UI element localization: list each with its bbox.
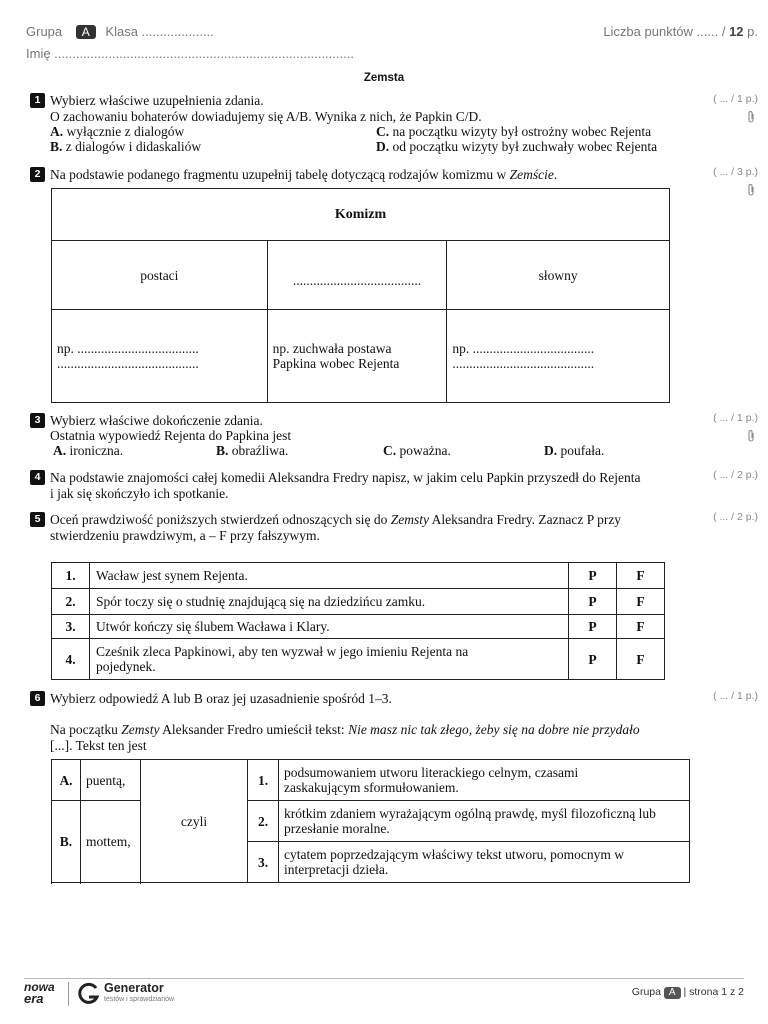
page-title: Zemsta xyxy=(363,72,405,84)
page-footer: Grupa A | strona 1 z 2 xyxy=(631,986,744,998)
q4-instruction-cont: i jak się skończyło ich spotkanie. xyxy=(50,486,229,501)
paperclip-icon xyxy=(746,429,756,443)
points-total xyxy=(603,24,758,39)
true-option[interactable]: P xyxy=(569,615,617,639)
q1-sentence: O zachowaniu bohaterów dowiadujemy się A/B. Wynika z nich, że Papkin C/D. xyxy=(50,109,482,124)
points-label: Liczba punktów ...... / xyxy=(603,24,726,39)
name-field: Imię ................................................................................... xyxy=(26,46,354,61)
paperclip-icon xyxy=(746,183,756,197)
column-header: postaci xyxy=(52,241,268,310)
question-points: ( ... / 2 p.) xyxy=(713,469,758,481)
true-option[interactable]: P xyxy=(569,639,617,680)
q1-option-d: D. od początku wizyty był zuchwały wobec Rejenta xyxy=(376,139,658,154)
table-row: 3. Utwór kończy się ślubem Wacława i Klary. P F xyxy=(52,615,665,639)
justification-3[interactable]: 3. xyxy=(248,842,279,883)
comedy-table xyxy=(51,188,670,403)
points-unit: p. xyxy=(747,24,758,39)
q5-instruction: Oceń prawdziwość poniższych stwierdzeń odnoszących się do Zemsty Aleksandra Fredry. Zaznacz P przy xyxy=(50,512,622,527)
q3-option-c[interactable]: C. poważna. xyxy=(383,443,451,458)
false-option[interactable]: F xyxy=(617,563,665,589)
answer-justification-table: A. puentą, czyli 1. podsumowaniem utworu literackiego celnym, czasami zaskakującym sformułowaniem. B. mottem, 2. krótkim zdaniem wyrażającym ogólną prawdę, myśl filozoficzną lub przesłanie moralne. 3. cytatem poprzedzającym właściwy tekst utworu, pomocnym w interpretacji dzieła. xyxy=(51,759,690,883)
q1-instruction: Wybierz właściwe uzupełnienia zdania. xyxy=(50,93,264,108)
question-points: ( ... / 2 p.) xyxy=(713,511,758,523)
question-number: 5 xyxy=(30,512,45,527)
q3-option-d[interactable]: D. poufała. xyxy=(544,443,605,458)
answer-cell[interactable]: np. .................................... .......................................... xyxy=(52,310,268,403)
column-header: słowny xyxy=(447,241,670,310)
table-row: 2. Spór toczy się o studnię znajdującą się na dziedzińcu zamku. P F xyxy=(52,589,665,615)
q3-option-b[interactable]: B. obraźliwa. xyxy=(216,443,289,458)
q3-instruction: Wybierz właściwe dokończenie zdania. xyxy=(50,413,263,428)
question-number: 3 xyxy=(30,413,45,428)
option-a[interactable]: A. xyxy=(52,760,81,801)
q3-sentence: Ostatnia wypowiedź Rejenta do Papkina jest xyxy=(50,428,292,443)
option-a-text: puentą, xyxy=(81,760,141,801)
q1-option-c: C. na początku wizyty był ostrożny wobec Rejenta xyxy=(376,124,652,139)
question-points: ( ... / 1 p.) xyxy=(713,93,758,105)
true-option[interactable]: P xyxy=(569,589,617,615)
question-number: 6 xyxy=(30,691,45,706)
q2-instruction: Na podstawie podanego fragmentu uzupełnij tabelę dotyczącą rodzajów komizmu w Zemście. xyxy=(50,167,558,182)
table-row: 4. Cześnik zleca Papkinowi, aby ten wyzwał w jego imieniu Rejenta na pojedynek. P F xyxy=(52,639,665,680)
true-option[interactable]: P xyxy=(569,563,617,589)
question-points: ( ... / 1 p.) xyxy=(713,412,758,424)
page-number: | strona 1 z 2 xyxy=(683,986,744,998)
q1-option-b: B. z dialogów i didaskaliów xyxy=(50,139,202,154)
group-badge: A xyxy=(76,25,96,39)
false-option[interactable]: F xyxy=(617,615,665,639)
group-label: Grupa xyxy=(26,24,63,39)
justification-2[interactable]: 2. xyxy=(248,801,279,842)
example-cell: np. zuchwała postawa Papkina wobec Rejenta xyxy=(267,310,447,403)
footer-divider xyxy=(24,978,744,979)
answer-blank[interactable]: ...................................... xyxy=(267,241,447,310)
publisher-logo: nowa era xyxy=(24,980,55,1006)
justification-1[interactable]: 1. xyxy=(248,760,279,801)
header-group xyxy=(26,24,214,39)
q1-option-a: A. wyłącznie z dialogów xyxy=(50,124,185,139)
question-points: ( ... / 1 p.) xyxy=(713,690,758,702)
q5-instruction-cont: stwierdzeniu prawdziwym, a – F przy fałszywym. xyxy=(50,528,320,543)
generator-brand: Generator testów i sprawdzianów xyxy=(104,981,175,1003)
table-row: 1. Wacław jest synem Rejenta. P F xyxy=(52,563,665,589)
option-b-text: mottem, xyxy=(81,801,141,883)
false-option[interactable]: F xyxy=(617,639,665,680)
question-number: 1 xyxy=(30,93,45,108)
table-title: Komizm xyxy=(52,189,670,241)
q6-instruction: Wybierz odpowiedź A lub B oraz jej uzasadnienie spośród 1–3. xyxy=(50,691,392,706)
group-badge: A xyxy=(664,987,681,999)
connector-word: czyli xyxy=(141,760,248,883)
q4-instruction: Na podstawie znajomości całej komedii Aleksandra Fredry napisz, w jakim celu Papkin przyszedł do Rejenta xyxy=(50,470,641,485)
paperclip-icon xyxy=(746,110,756,124)
q6-sentence-cont: [...]. Tekst ten jest xyxy=(50,738,147,753)
question-points: ( ... / 3 p.) xyxy=(713,166,758,178)
false-option[interactable]: F xyxy=(617,589,665,615)
true-false-table xyxy=(51,562,665,680)
generator-logo-icon xyxy=(77,982,101,1006)
option-b[interactable]: B. xyxy=(52,801,81,883)
points-max: 12 xyxy=(729,24,744,39)
question-number: 2 xyxy=(30,167,45,182)
class-field: Klasa .................... xyxy=(105,24,214,39)
logo-divider xyxy=(68,982,69,1006)
q6-sentence: Na początku Zemsty Aleksander Fredro umieścił tekst: Nie masz nic tak złego, żeby się na dobre nie przydało xyxy=(50,722,640,737)
question-number: 4 xyxy=(30,470,45,485)
answer-cell[interactable]: np. .................................... .......................................... xyxy=(447,310,670,403)
q3-option-a[interactable]: A. ironiczna. xyxy=(53,443,124,458)
